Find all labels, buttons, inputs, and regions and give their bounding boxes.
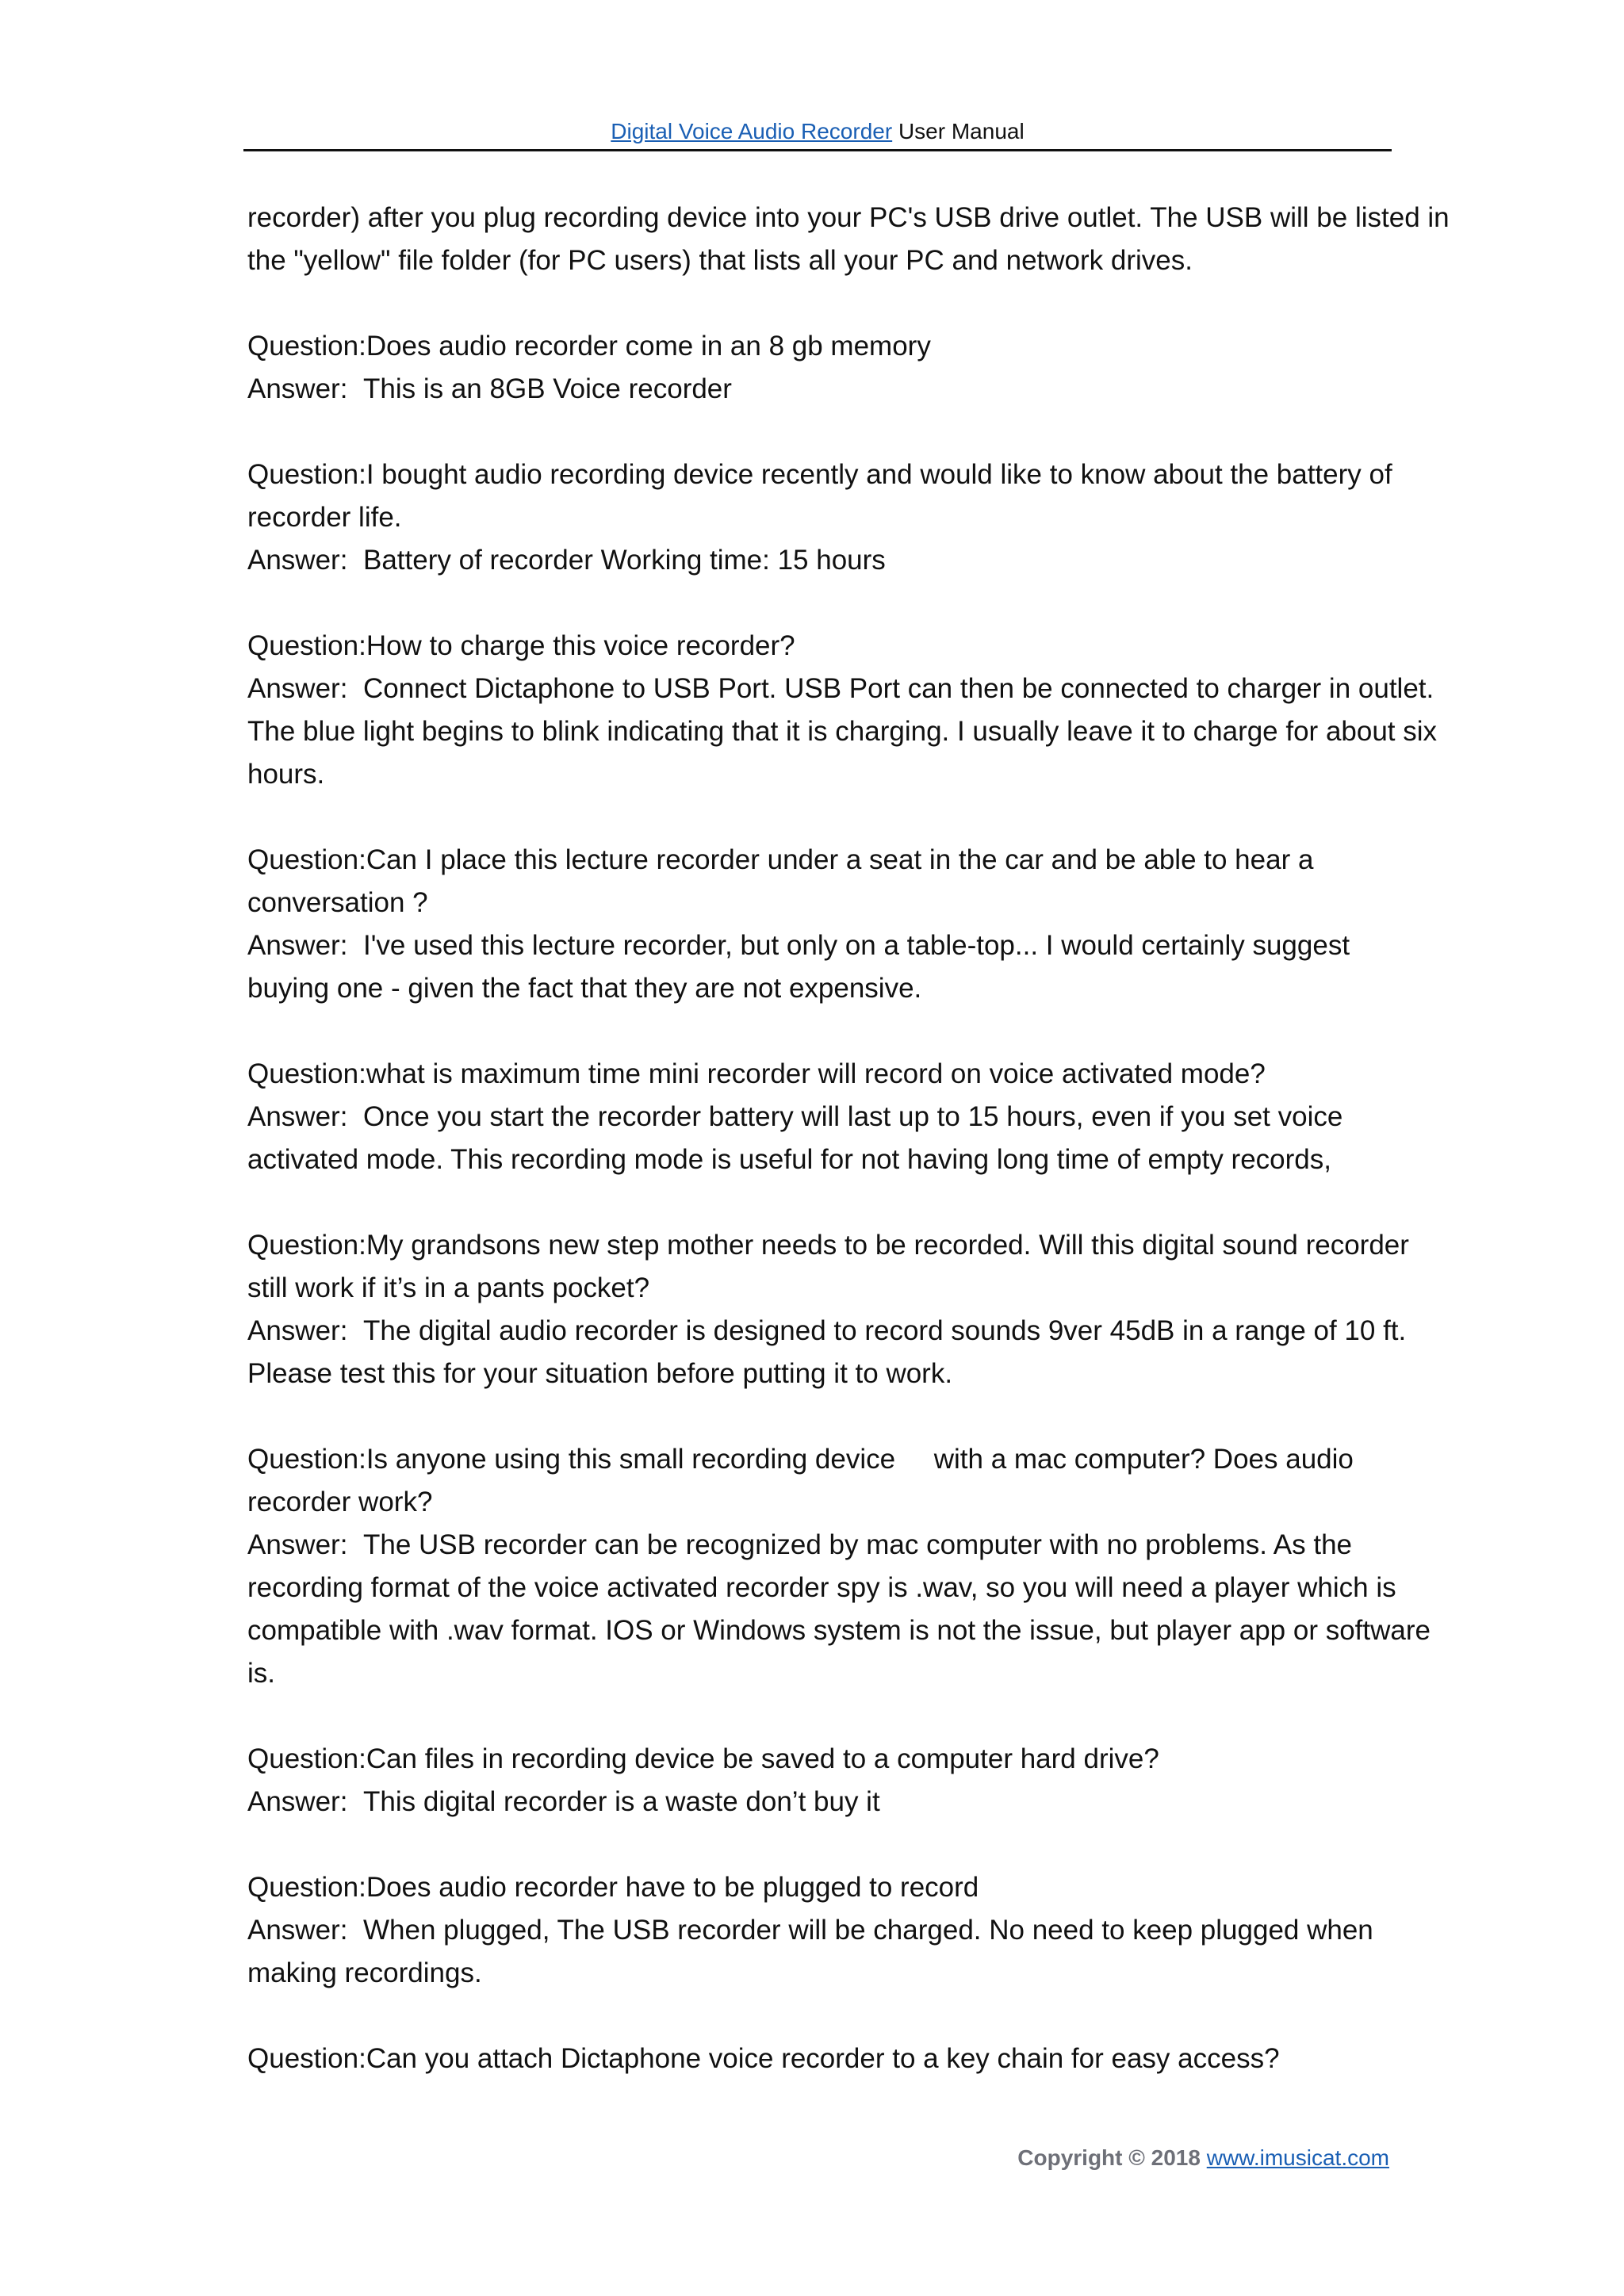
qa-item <box>247 839 1389 1010</box>
qa-item <box>247 1053 1389 1181</box>
answer-line <box>247 668 1434 710</box>
question-text: My grandsons new step mother needs to be recorded. Will this digital sound recorder <box>366 1230 1409 1261</box>
answer-text: making recordings. <box>247 1957 482 1988</box>
question-line <box>247 839 1389 882</box>
document-body <box>247 197 1450 2080</box>
question-text: Can files in recording device be saved to a computer hard drive? <box>366 1743 1159 1774</box>
question-line <box>247 1053 1389 1096</box>
question-label: Question: <box>247 1058 366 1089</box>
question-text: How to charge this voice recorder? <box>366 630 795 661</box>
header-title-suffix: User Manual <box>892 119 1025 144</box>
answer-line <box>247 1310 1407 1353</box>
answer-text: compatible with .wav format. IOS or Windows system is not the issue, but player app or software <box>247 1615 1431 1646</box>
answer-line <box>247 368 1389 411</box>
question-label: Question: <box>247 630 366 661</box>
question-line <box>247 453 1392 496</box>
question-line <box>247 1866 1389 1909</box>
answer-label: Answer: <box>247 1529 348 1560</box>
question-label: Question: <box>247 331 366 362</box>
question-text: I bought audio recording device recently and would like to know about the battery of <box>366 459 1392 490</box>
question-text: conversation ? <box>247 887 428 918</box>
question-label: Question: <box>247 1872 366 1903</box>
answer-text: Once you start the recorder battery will last up to 15 hours, even if you set voice <box>363 1101 1343 1132</box>
answer-label: Answer: <box>247 1315 348 1346</box>
answer-text: The USB recorder can be recognized by mac computer with no problems. As the <box>363 1529 1352 1560</box>
answer-text: activated mode. This recording mode is useful for not having long time of empty records, <box>247 1144 1331 1175</box>
answer-text: The blue light begins to blink indicating that it is charging. I usually leave it to charge for about six <box>247 716 1438 747</box>
answer-label: Answer: <box>247 1786 348 1817</box>
answer-text: hours. <box>247 759 325 790</box>
question-text: Does audio recorder come in an 8 gb memory <box>366 331 931 362</box>
answer-text: Battery of recorder Working time: 15 hours <box>363 545 886 576</box>
answer-line <box>247 1524 1389 1567</box>
answer-label: Answer: <box>247 930 348 961</box>
question-text: recorder work? <box>247 1487 433 1517</box>
question-label: Question: <box>247 1444 366 1475</box>
answer-text: This digital recorder is a waste don’t buy it <box>363 1786 880 1817</box>
answer-label: Answer: <box>247 673 348 704</box>
question-label: Question: <box>247 1743 366 1774</box>
question-text: Can I place this lecture recorder under a seat in the car and be able to hear a <box>366 844 1314 875</box>
question-line <box>247 1738 1389 1781</box>
question-text: Can you attach Dictaphone voice recorder to a key chain for easy access? <box>366 2043 1280 2074</box>
qa-item <box>247 1224 1409 1395</box>
question-text: what is maximum time mini recorder will record on voice activated mode? <box>366 1058 1266 1089</box>
answer-text: I've used this lecture recorder, but only on a table-top... I would certainly suggest <box>363 930 1350 961</box>
answer-line <box>247 1909 1389 1952</box>
question-label: Question: <box>247 844 366 875</box>
answer-text: is. <box>247 1658 275 1689</box>
answer-line <box>247 1096 1389 1138</box>
qa-item <box>247 625 1438 796</box>
question-text: recorder life. <box>247 502 402 533</box>
question-line <box>247 2038 1389 2080</box>
answer-text: Connect Dictaphone to USB Port. USB Port can then be connected to charger in outlet. <box>363 673 1434 704</box>
copyright-text: Copyright © 2018 <box>1017 2145 1207 2170</box>
answer-text: When plugged, The USB recorder will be charged. No need to keep plugged when <box>363 1915 1373 1946</box>
question-line <box>247 1224 1409 1267</box>
question-label: Question: <box>247 1230 366 1261</box>
answer-label: Answer: <box>247 373 348 404</box>
question-line <box>247 1438 1389 1481</box>
intro-line: the "yellow" file folder (for PC users) that lists all your PC and network drives. <box>247 245 1193 276</box>
intro-paragraph <box>247 197 1450 282</box>
answer-line <box>247 1781 1389 1823</box>
qa-item <box>247 1438 1431 1695</box>
answer-line <box>247 924 1389 967</box>
answer-text: The digital audio recorder is designed to record sounds 9ver 45dB in a range of 10 ft. <box>363 1315 1407 1346</box>
question-line <box>247 325 1389 368</box>
question-label: Question: <box>247 459 366 490</box>
answer-line <box>247 539 1389 582</box>
answer-text: Please test this for your situation before putting it to work. <box>247 1358 953 1389</box>
question-line <box>247 625 1389 668</box>
answer-text: recording format of the voice activated recorder spy is .wav, so you will need a player which is <box>247 1572 1396 1603</box>
question-label: Question: <box>247 2043 366 2074</box>
page-footer <box>1017 2145 1389 2171</box>
question-text: Is anyone using this small recording device with a mac computer? Does audio <box>366 1444 1354 1475</box>
answer-text: buying one - given the fact that they are not expensive. <box>247 973 922 1004</box>
intro-line: recorder) after you plug recording device into your PC's USB drive outlet. The USB will be listed in <box>247 202 1450 233</box>
answer-label: Answer: <box>247 545 348 576</box>
answer-label: Answer: <box>247 1915 348 1946</box>
question-text: Does audio recorder have to be plugged to record <box>366 1872 979 1903</box>
qa-item <box>247 1866 1389 1995</box>
footer-website-link[interactable]: www.imusicat.com <box>1206 2145 1389 2170</box>
header-title-link[interactable]: Digital Voice Audio Recorder <box>611 119 893 144</box>
qa-item <box>247 453 1392 582</box>
qa-item <box>247 2038 1389 2080</box>
qa-item <box>247 325 1389 411</box>
answer-label: Answer: <box>247 1101 348 1132</box>
question-text: still work if it’s in a pants pocket? <box>247 1272 650 1303</box>
answer-text: This is an 8GB Voice recorder <box>363 373 732 404</box>
qa-item <box>247 1738 1389 1823</box>
page-header <box>243 119 1392 151</box>
